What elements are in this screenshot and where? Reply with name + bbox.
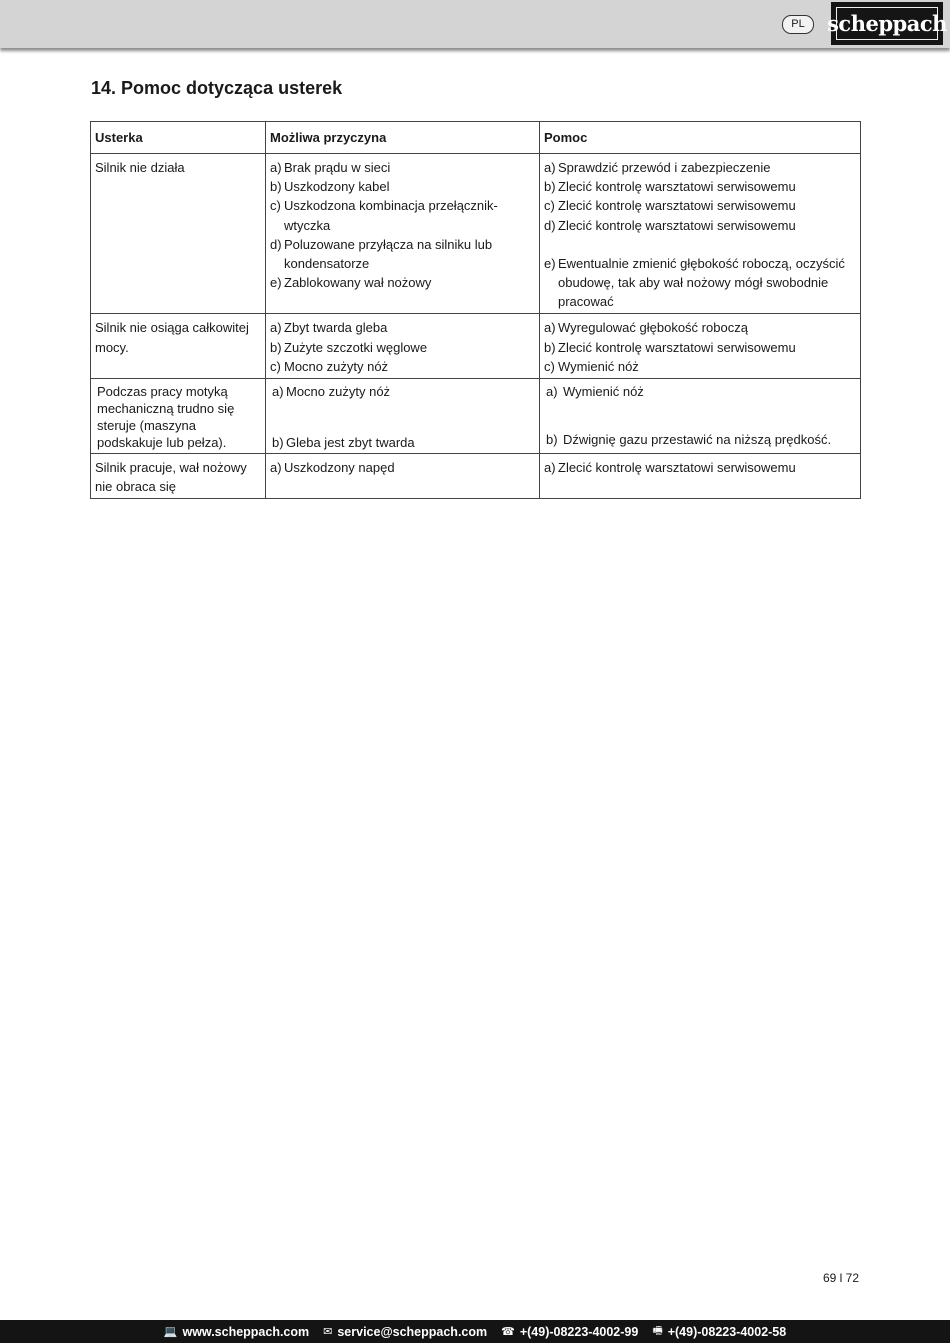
- spacer: [546, 400, 856, 431]
- troubleshooting-table: [90, 121, 861, 499]
- fault-cell: [91, 379, 266, 454]
- list-item: b) Zlecić kontrolę warsztatowi serwisowemu: [544, 339, 796, 355]
- brand-logo-text: scheppach: [836, 7, 938, 40]
- footer-phone: [501, 1325, 638, 1339]
- fault-cell: [91, 154, 266, 314]
- phone-text: +(49)-08223-4002-99: [519, 1324, 639, 1339]
- list-item: b) Zużyte szczotki węglowe: [270, 339, 428, 355]
- footer-website[interactable]: [164, 1325, 309, 1339]
- computer-icon: 💻: [163, 1326, 178, 1338]
- table-row: [91, 379, 861, 454]
- fault-text: Silnik nie działa: [95, 160, 185, 175]
- footer-fax: [652, 1322, 786, 1341]
- list-item: c) Zlecić kontrolę warsztatowi serwisowemu: [544, 198, 796, 214]
- spacer: [272, 400, 535, 434]
- remedy-cell: [540, 154, 861, 314]
- list-item: a) Wyregulować głębokość roboczą: [544, 320, 748, 336]
- column-header-remedy: Pomoc: [540, 122, 861, 154]
- page-number: 69 l 72: [823, 1271, 860, 1285]
- list-item: b) Dźwignię gazu przestawić na niższą prędkość.: [546, 432, 832, 448]
- list-item: a) Wymienić nóż: [546, 384, 644, 400]
- fax-text: +(49)-08223-4002-58: [667, 1324, 787, 1339]
- fault-cell: [91, 454, 266, 499]
- table-row: [91, 314, 861, 379]
- list-item: d) Zlecić kontrolę warsztatowi serwisowemu: [544, 217, 796, 233]
- list-item: c) Wymienić nóż: [544, 358, 639, 374]
- list-item: e) Ewentualnie zmienić głębokość roboczą, oczyścić obudowę, tak aby wał nożowy mógł swobodnie pracować: [544, 255, 845, 310]
- cause-cell: [266, 454, 540, 499]
- list-item: b) Zlecić kontrolę warsztatowi serwisowemu: [544, 179, 796, 195]
- phone-icon: ☎: [501, 1326, 515, 1338]
- list-item: c) Uszkodzona kombinacja przełącznik-wtyczka: [270, 198, 498, 233]
- footer-email[interactable]: [323, 1325, 487, 1339]
- website-text: www.scheppach.com: [182, 1324, 310, 1339]
- list-item: a) Zbyt twarda gleba: [270, 320, 388, 336]
- table-row: [91, 154, 861, 314]
- list-item: c) Mocno zużyty nóż: [270, 358, 389, 374]
- spacer: [544, 235, 856, 254]
- page-header: [0, 0, 950, 48]
- fault-text: Podczas pracy motyką mechaniczną trudno się steruje (maszyna podskakuje lub pełza).: [97, 384, 235, 451]
- table-row: [91, 454, 861, 499]
- list-item: a) Brak prądu w sieci: [270, 160, 391, 175]
- remedy-cell: [540, 454, 861, 499]
- language-badge: PL: [782, 15, 814, 34]
- page-footer: [0, 1320, 950, 1343]
- table-header-row: [91, 122, 861, 154]
- cause-cell: [266, 379, 540, 454]
- cause-cell: [266, 154, 540, 314]
- list-item: e) Zablokowany wał nożowy: [270, 275, 432, 291]
- list-item: b) Gleba jest zbyt twarda: [272, 435, 415, 451]
- fault-cell: [91, 314, 266, 379]
- fault-text: Silnik nie osiąga całkowitej mocy.: [95, 320, 249, 355]
- column-header-fault: Usterka: [91, 122, 266, 154]
- envelope-icon: ✉: [323, 1326, 333, 1338]
- fax-icon: 🖷: [652, 1325, 663, 1337]
- email-text: service@scheppach.com: [337, 1324, 488, 1339]
- list-item: d) Poluzowane przyłącza na silniku lub kondensatorze: [270, 236, 493, 272]
- fault-text: Silnik pracuje, wał nożowy nie obraca się: [95, 460, 247, 495]
- remedy-cell: [540, 314, 861, 379]
- list-item: a) Sprawdzić przewód i zabezpieczenie: [544, 160, 771, 175]
- list-item: a) Zlecić kontrolę warsztatowi serwisowemu: [544, 460, 796, 476]
- brand-logo: [827, 2, 947, 45]
- section-title: 14. Pomoc dotycząca usterek: [91, 78, 343, 98]
- column-header-cause: Możliwa przyczyna: [266, 122, 540, 154]
- list-item: a) Uszkodzony napęd: [270, 460, 395, 476]
- cause-cell: [266, 314, 540, 379]
- remedy-cell: [540, 379, 861, 454]
- list-item: b) Uszkodzony kabel: [270, 179, 390, 195]
- list-item: a) Mocno zużyty nóż: [272, 384, 391, 400]
